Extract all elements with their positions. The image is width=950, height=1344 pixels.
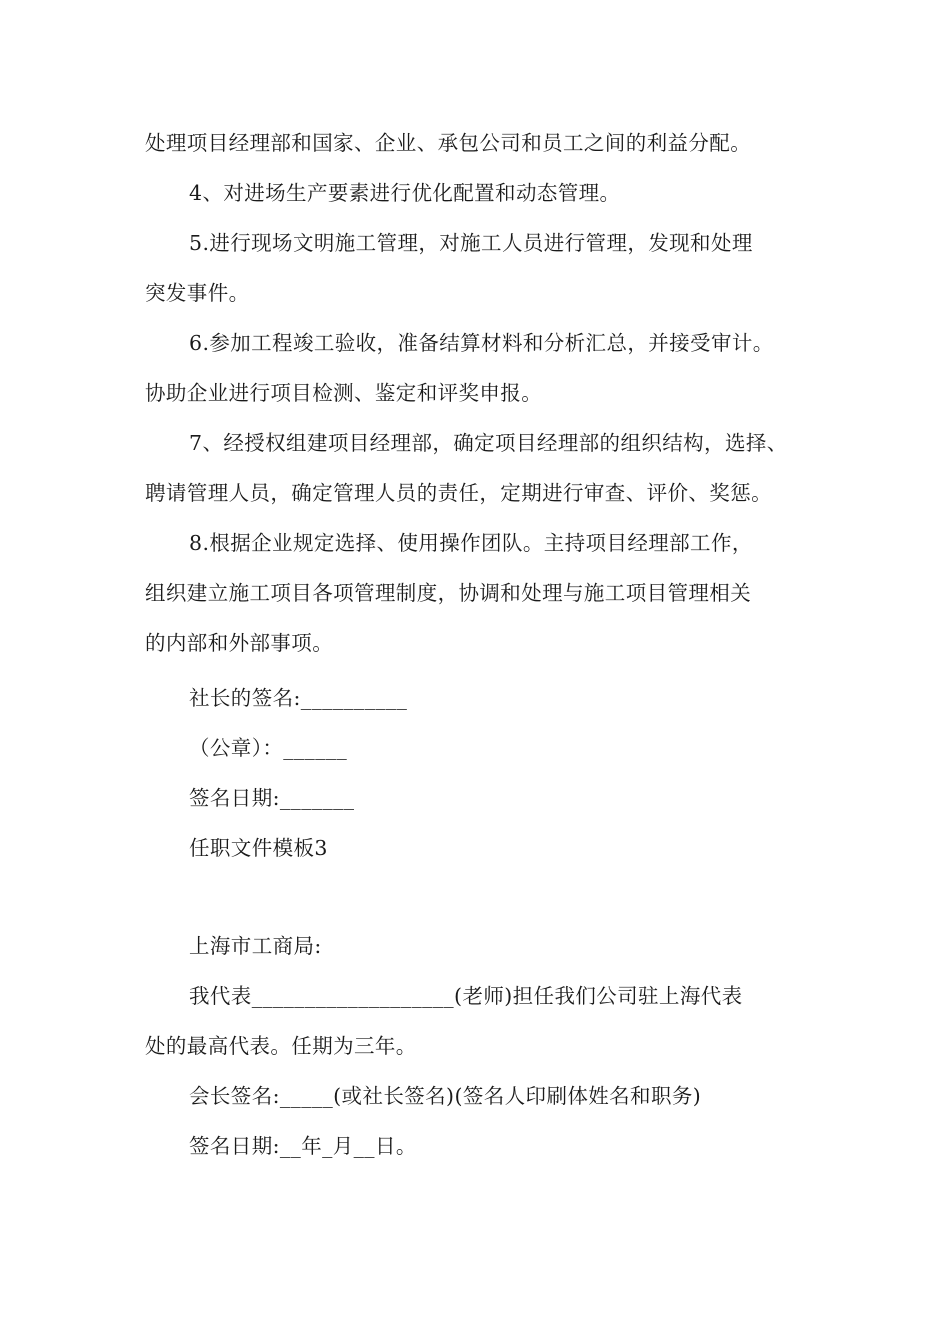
text-line: 8.根据企业规定选择、使用操作团队。主持项目经理部工作， <box>189 531 753 555</box>
text-line: 协助企业进行项目检测、鉴定和评奖申报。 <box>145 381 543 405</box>
text-line: 处理项目经理部和国家、企业、承包公司和员工之间的利益分配。 <box>145 131 752 155</box>
text-line: 突发事件。 <box>145 281 250 305</box>
date-line: 签名日期:__年_月__日。 <box>189 1134 417 1158</box>
text-line: 的内部和外部事项。 <box>145 631 334 655</box>
text-line: 6.参加工程竣工验收，准备结算材料和分析汇总，并接受审计。 <box>189 331 774 355</box>
section-title: 任职文件模板3 <box>189 836 328 860</box>
text-line: 4、对进场生产要素进行优化配置和动态管理。 <box>189 181 621 205</box>
signature-line: 会长签名:_____(或社长签名)(签名人印刷体姓名和职务) <box>189 1084 702 1108</box>
text-line: 我代表___________________(老师)担任我们公司驻上海代表 <box>189 984 743 1008</box>
seal-line: （公章）：______ <box>189 736 348 760</box>
date-line: 签名日期:_______ <box>189 786 355 810</box>
text-line: 处的最高代表。任期为三年。 <box>145 1034 417 1058</box>
text-line: 聘请管理人员，确定管理人员的责任，定期进行审查、评价、奖惩。 <box>145 481 772 505</box>
signature-line: 社长的签名:__________ <box>189 686 408 710</box>
text-line: 5.进行现场文明施工管理，对施工人员进行管理，发现和处理 <box>189 231 753 255</box>
addressee: 上海市工商局: <box>189 934 322 958</box>
text-line: 7、经授权组建项目经理部，确定项目经理部的组织结构，选择、 <box>189 431 788 455</box>
text-line: 组织建立施工项目各项管理制度，协调和处理与施工项目管理相关 <box>145 581 752 605</box>
